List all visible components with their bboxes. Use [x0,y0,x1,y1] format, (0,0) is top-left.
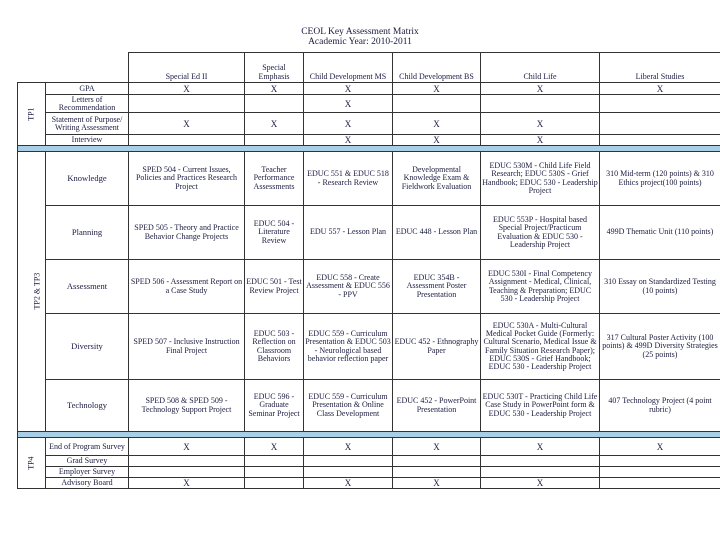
matrix-cell: EDUC 596 - Graduate Seminar Project [245,380,304,432]
row-label: Statement of Purpose/ Writing Assessment [46,113,129,135]
matrix-row [18,113,720,135]
matrix-cell: EDU 557 - Lesson Plan [304,206,393,260]
matrix-cell: X [245,83,304,95]
matrix-cell [304,456,393,467]
row-label: GPA [46,83,129,95]
matrix-row [18,456,720,467]
matrix-cell: X [304,113,393,135]
header-blank-label [46,53,129,83]
matrix-cell: 310 Mid-term (120 points) & 310 Ethics project(100 points) [600,152,720,206]
matrix-cell: 499D Thematic Unit (110 points) [600,206,720,260]
matrix-cell: SPED 507 - Inclusive Instruction Final Project [129,314,245,380]
row-label: Knowledge [46,152,129,206]
column-header: Special Ed II [129,53,245,83]
matrix-cell: X [481,83,600,95]
matrix-cell: X [304,478,393,489]
matrix-cell [600,456,720,467]
matrix-cell: EDUC 504 - Literature Review [245,206,304,260]
column-header: Child Development MS [304,53,393,83]
matrix-cell: SPED 504 - Current Issues, Policies and Practices Research Project [129,152,245,206]
matrix-cell: X [600,438,720,456]
matrix-cell: EDUC 530I - Final Competency Assignment - Medical, Clinical, Teaching & Preparation; EDUC 530 - Leadership Project [481,260,600,314]
matrix-cell: X [245,113,304,135]
row-label: Technology [46,380,129,432]
matrix-cell: X [393,83,481,95]
matrix-cell [600,113,720,135]
matrix-cell [245,95,304,113]
matrix-cell [245,467,304,478]
matrix-cell: X [481,438,600,456]
matrix-cell: X [600,83,720,95]
matrix-cell: X [481,113,600,135]
matrix-cell: X [393,113,481,135]
matrix-cell: X [129,478,245,489]
matrix-cell [129,135,245,146]
matrix-cell: 310 Essay on Standardized Testing (10 points) [600,260,720,314]
matrix-cell: EDUC 530M - Child Life Field Research; EDUC 530S - Grief Handbook; EDUC 530 - Leadership Project [481,152,600,206]
matrix-cell: X [481,135,600,146]
matrix-cell [245,478,304,489]
matrix-cell: X [393,478,481,489]
row-label: Planning [46,206,129,260]
matrix-cell [481,95,600,113]
matrix-cell [129,95,245,113]
row-label: Employer Survey [46,467,129,478]
section-label-text: TP2 & TP3 [32,273,42,310]
row-label: Interview [46,135,129,146]
matrix-cell: EDUC 452 - Ethnography Paper [393,314,481,380]
row-label: End of Program Survey [46,438,129,456]
column-header: Liberal Studies [600,53,720,83]
section-label [18,152,46,432]
matrix-cell: EDUC 559 - Curriculum Presentation & EDUC 503 - Neurological based behavior reflection paper [304,314,393,380]
matrix-cell: X [129,83,245,95]
row-label: Advisory Board [46,478,129,489]
matrix-row [18,467,720,478]
matrix-cell: EDUC 530T - Practicing Child Life Case Study in PowerPoint form & EDUC 530 - Leadership Project [481,380,600,432]
matrix-row [18,135,720,146]
column-header: Child Development BS [393,53,481,83]
header-row [18,53,720,83]
assessment-matrix [17,52,720,489]
matrix-cell: EDUC 354B - Assessment Poster Presentation [393,260,481,314]
section-label-text: TP1 [26,107,36,121]
matrix-cell [481,456,600,467]
matrix-cell: 317 Cultural Poster Activity (100 points) & 499D Diversity Strategies (25 points) [600,314,720,380]
column-header: Special Emphasis [245,53,304,83]
matrix-cell [245,456,304,467]
matrix-row [18,95,720,113]
matrix-row [18,478,720,489]
page-title [0,27,720,47]
row-label: Grad Survey [46,456,129,467]
title-line-1: CEOL Key Assessment Matrix [301,27,419,37]
matrix-cell: X [304,83,393,95]
matrix-cell: X [304,95,393,113]
matrix-row [18,438,720,456]
matrix-cell: Developmental Knowledge Exam & Fieldwork Evaluation [393,152,481,206]
matrix-cell [245,135,304,146]
title-line-2: Academic Year: 2010-2011 [308,37,412,47]
matrix-cell: SPED 505 - Theory and Practice Behavior Change Projects [129,206,245,260]
row-label: Assessment [46,260,129,314]
matrix-cell [393,456,481,467]
matrix-cell [600,95,720,113]
matrix-row [18,206,720,260]
matrix-row [18,380,720,432]
matrix-cell [304,467,393,478]
matrix-cell [129,456,245,467]
matrix-cell [600,478,720,489]
matrix-cell: X [129,113,245,135]
matrix-cell: X [304,438,393,456]
matrix-cell: EDUC 558 - Create Assessment & EDUC 556 - PPV [304,260,393,314]
matrix-cell: X [393,135,481,146]
section-label-text: TP4 [26,456,36,470]
column-header: Child Life [481,53,600,83]
header-blank-side [18,53,46,83]
matrix-cell: 407 Technology Project (4 point rubric) [600,380,720,432]
section-label [18,83,46,146]
matrix-cell: X [129,438,245,456]
matrix-cell [129,467,245,478]
row-label: Letters of Recommendation [46,95,129,113]
row-label: Diversity [46,314,129,380]
matrix-cell: EDUC 503 - Reflection on Classroom Behaviors [245,314,304,380]
matrix-row [18,260,720,314]
matrix-cell: EDUC 559 - Curriculum Presentation & Online Class Development [304,380,393,432]
matrix-cell [600,135,720,146]
matrix-cell: EDUC 551 & EDUC 518 - Research Review [304,152,393,206]
matrix-cell: EDUC 452 - PowerPoint Presentation [393,380,481,432]
matrix-cell: Teacher Performance Assessments [245,152,304,206]
matrix-cell: SPED 506 - Assessment Report on a Case Study [129,260,245,314]
matrix-cell: EDUC 448 - Lesson Plan [393,206,481,260]
matrix-cell: X [304,135,393,146]
matrix-cell: SPED 508 & SPED 509 - Technology Support Project [129,380,245,432]
matrix-cell [600,467,720,478]
section-label [18,438,46,489]
matrix-row [18,314,720,380]
matrix-cell: EDUC 501 - Test Review Project [245,260,304,314]
matrix-cell: X [393,438,481,456]
matrix-row [18,152,720,206]
matrix-cell: EDUC 553P - Hospital based Special Project/Practicum Evaluation & EDUC 530 - Leadership Project [481,206,600,260]
matrix-cell: X [245,438,304,456]
matrix-cell [393,467,481,478]
matrix-cell: EDUC 530A - Multi-Cultural Medical Pocket Guide (Formerly: Cultural Scenario, Medical Issue & Family Situation Research Paper); EDUC 530S - Grief Handbook; EDUC 530 - Leadership Project [481,314,600,380]
matrix-cell [393,95,481,113]
matrix-row [18,83,720,95]
matrix-cell: X [481,478,600,489]
matrix-cell [481,467,600,478]
